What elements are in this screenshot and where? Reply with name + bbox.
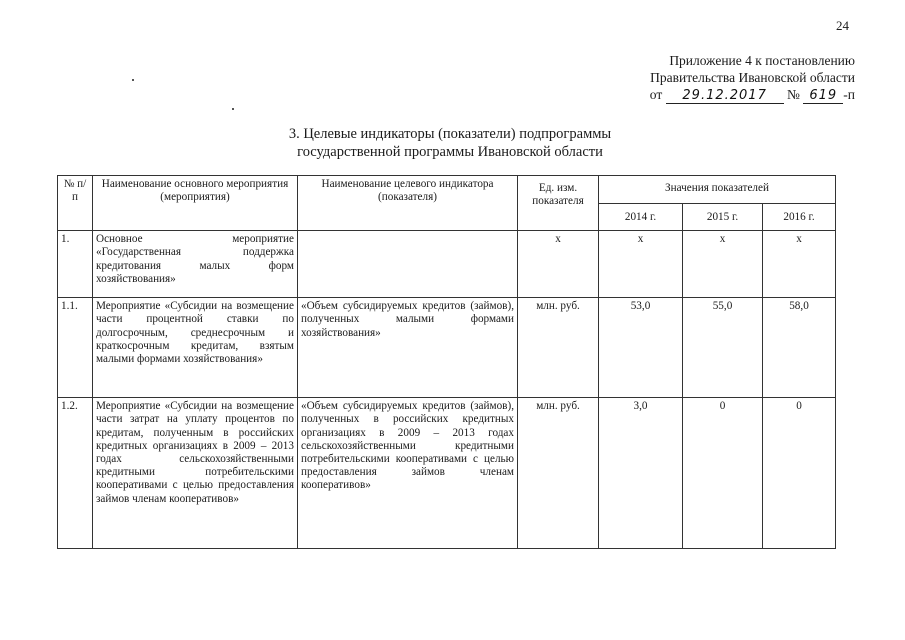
title-line-2: государственной программы Ивановской области — [297, 144, 603, 160]
header-num: № п/п — [58, 176, 93, 231]
row-activity: Мероприятие «Субсидии на возмещение части затрат на уплату процентов по кредитам, полученным в российских кредитных организациях в 2009 – 2013 годах сельскохозяйственными кредитными потребительскими кооперативами с целью предоставления займов членам кооперативов» — [93, 398, 298, 549]
header-year-2016: 2016 г. — [763, 204, 836, 231]
row-activity: Мероприятие «Субсидии на возмещение части процентной ставки по долгосрочным, среднесрочным и краткосрочным кредитам, взятым малыми формами хозяйствования» — [93, 298, 298, 398]
number-label: № — [787, 87, 800, 102]
appendix-line-1: Приложение 4 к постановлению — [669, 53, 855, 68]
header-row — [58, 176, 836, 204]
row-value-2015: 0 — [683, 398, 763, 549]
row-activity: Основное мероприятие «Государственная поддержка кредитования малых форм хозяйствования» — [93, 231, 298, 298]
header-values: Значения показателей — [599, 176, 836, 204]
document-title — [200, 125, 700, 161]
table-row — [58, 231, 836, 298]
header-year-2015: 2015 г. — [683, 204, 763, 231]
row-indicator: «Объем субсидируемых кредитов (займов), полученных в российских кредитных организациях в 2009 – 2013 годах сельскохозяйственными кредитными потребительскими кооперативами с целью предоставления займов членам кооперативов» — [298, 398, 518, 549]
row-unit: х — [518, 231, 599, 298]
from-label: от — [649, 87, 663, 102]
row-unit: млн. руб. — [518, 398, 599, 549]
row-value-2014: 53,0 — [599, 298, 683, 398]
row-indicator: «Объем субсидируемых кредитов (займов), полученных малыми формами хозяйствования» — [298, 298, 518, 398]
appendix-date-line — [650, 86, 855, 104]
row-num: 1.1. — [58, 298, 93, 398]
row-value-2016: 58,0 — [763, 298, 836, 398]
table-row — [58, 398, 836, 549]
appendix-header — [650, 52, 855, 104]
title-line-1: 3. Целевые индикаторы (показатели) подпрограммы — [288, 126, 612, 142]
row-value-2016: х — [763, 231, 836, 298]
table-row — [58, 298, 836, 398]
number-suffix: -п — [843, 87, 855, 102]
row-value-2014: х — [599, 231, 683, 298]
indicators-table — [57, 175, 836, 549]
handwritten-date: 29.12.2017 — [666, 88, 784, 104]
row-value-2015: 55,0 — [683, 298, 763, 398]
row-value-2015: х — [683, 231, 763, 298]
header-indicator: Наименование целевого индикатора (показателя) — [298, 176, 518, 231]
scan-speck — [132, 79, 134, 81]
header-unit: Ед. изм. показателя — [518, 176, 599, 231]
scan-speck — [232, 108, 234, 110]
row-num: 1. — [58, 231, 93, 298]
row-num: 1.2. — [58, 398, 93, 549]
row-value-2014: 3,0 — [599, 398, 683, 549]
appendix-line-2: Правительства Ивановской области — [650, 70, 855, 85]
header-year-2014: 2014 г. — [599, 204, 683, 231]
row-unit: млн. руб. — [518, 298, 599, 398]
header-activity: Наименование основного мероприятия (мероприятия) — [93, 176, 298, 231]
page-number: 24 — [836, 18, 849, 33]
handwritten-number: 619 — [803, 88, 843, 104]
row-indicator — [298, 231, 518, 298]
row-value-2016: 0 — [763, 398, 836, 549]
